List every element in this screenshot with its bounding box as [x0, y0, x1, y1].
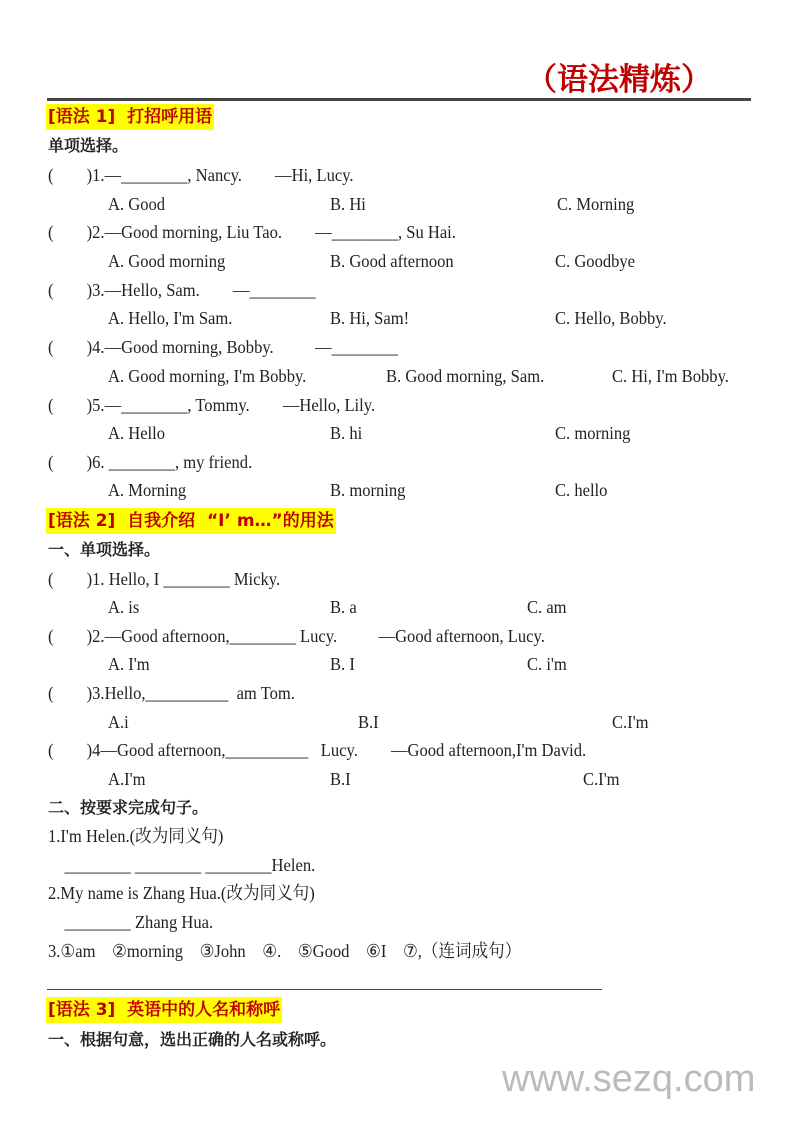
question: ( )1. Hello, I ________ Micky.: [48, 569, 281, 589]
watermark: www.sezq.com: [502, 1058, 756, 1100]
option-b: B. Hi, Sam!: [330, 308, 410, 328]
exercise-line: 3.①am ②morning ③John ④. ⑤Good ⑥I ⑦,（连词成句）: [48, 941, 522, 961]
section-instruction: 一、根据句意，选出正确的人名或称呼。: [48, 1030, 337, 1049]
section-heading-2: [语法 2] 自我介绍 “I’ m…”的用法: [46, 508, 336, 534]
option-c: C. i'm: [527, 654, 567, 674]
option-b: B. Hi: [330, 194, 366, 214]
option-b: B. a: [330, 597, 357, 617]
option-b: B. hi: [330, 423, 363, 443]
answer-blank-line: ________ Zhang Hua.: [48, 912, 214, 932]
option-b: B. Good afternoon: [330, 251, 454, 271]
option-c: C. Hello, Bobby.: [555, 308, 667, 328]
title-rule: [47, 98, 751, 101]
answer-line: [47, 989, 602, 990]
option-a: A.i: [108, 712, 129, 732]
option-a: A. I'm: [108, 654, 150, 674]
question: ( )3.—Hello, Sam. —________: [48, 280, 316, 300]
answer-blank-line: ________ ________ ________Helen.: [48, 855, 316, 875]
question: ( )1.—________, Nancy. —Hi, Lucy.: [48, 165, 354, 185]
question: ( )6. ________, my friend.: [48, 452, 253, 472]
question: ( )5.—________, Tommy. —Hello, Lily.: [48, 395, 376, 415]
question: ( )2.—Good morning, Liu Tao. —________, Su Hai.: [48, 222, 456, 242]
option-a: A. Good morning, I'm Bobby.: [108, 366, 307, 386]
option-c: C.I'm: [583, 769, 620, 789]
option-a: A. Good: [108, 194, 166, 214]
exercise-line: 1.I'm Helen.(改为同义句): [48, 826, 224, 846]
option-a: A. Good morning: [108, 251, 226, 271]
option-b: B. morning: [330, 480, 406, 500]
option-c: C. Hi, I'm Bobby.: [612, 366, 729, 386]
option-a: A. Hello: [108, 423, 166, 443]
exercise-line: 2.My name is Zhang Hua.(改为同义句): [48, 883, 315, 903]
option-c: C. Goodbye: [555, 251, 636, 271]
option-c: C.I'm: [612, 712, 649, 732]
option-c: C. morning: [555, 423, 631, 443]
option-a: A. is: [108, 597, 140, 617]
section-heading-3: [语法 3] 英语中的人名和称呼: [46, 997, 282, 1023]
option-b: B.I: [330, 769, 351, 789]
question: ( )4.—Good morning, Bobby. —________: [48, 337, 398, 357]
option-a: A. Morning: [108, 480, 187, 500]
option-b: B. I: [330, 654, 355, 674]
section-instruction: 二、按要求完成句子。: [48, 798, 209, 817]
option-c: C. hello: [555, 480, 608, 500]
section-instruction: 单项选择。: [48, 136, 129, 155]
option-b: B. Good morning, Sam.: [386, 366, 545, 386]
section-heading-1: [语法 1] 打招呼用语: [46, 104, 214, 130]
option-b: B.I: [358, 712, 379, 732]
option-a: A.I'm: [108, 769, 146, 789]
question: ( )3.Hello,__________ am Tom.: [48, 683, 295, 703]
question: ( )4—Good afternoon,__________ Lucy. —Good afternoon,I'm David.: [48, 740, 587, 760]
option-a: A. Hello, I'm Sam.: [108, 308, 233, 328]
option-c: C. Morning: [557, 194, 635, 214]
section-instruction: 一、单项选择。: [48, 540, 161, 559]
option-c: C. am: [527, 597, 567, 617]
question: ( )2.—Good afternoon,________ Lucy. —Good afternoon, Lucy.: [48, 626, 545, 646]
page-title: （语法精炼）: [526, 62, 712, 98]
